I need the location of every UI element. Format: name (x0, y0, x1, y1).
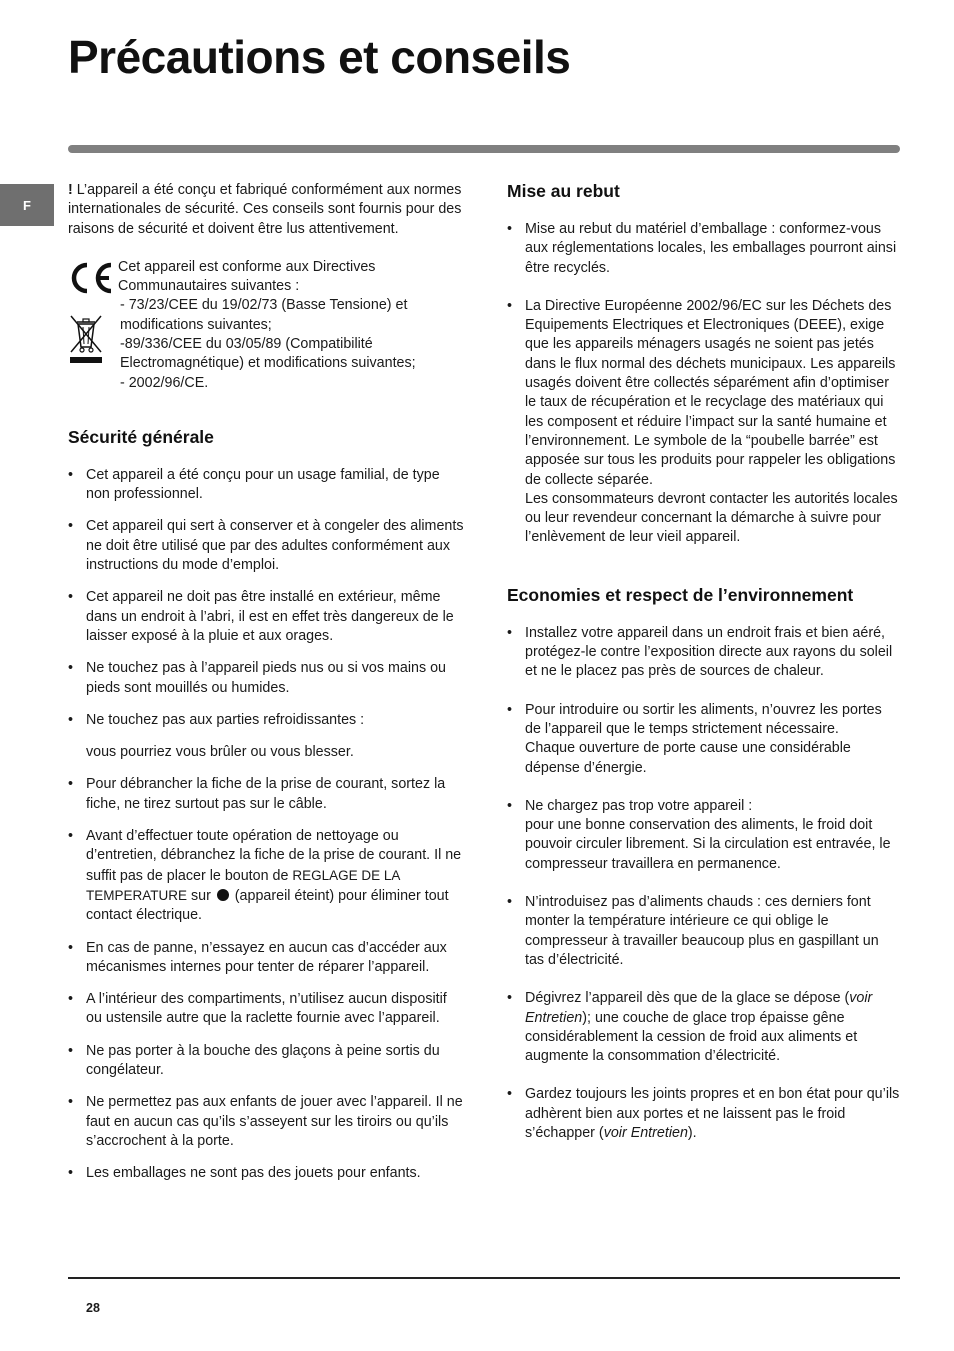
list-item-continuation: Chaque ouverture de porte cause une considérable dépense d’énergie. (525, 740, 851, 776)
list-item-text: Avant d’effectuer toute opération de nettoyage ou d’entretien, débranchez la fiche de la prise de courant. Il ne suffit pas de placer le bouton de (86, 828, 462, 884)
list-item: • Cet appareil qui sert à conserver et à congeler des aliments ne doit être utilisé que par des adultes conformément aux instructions du mode d’emploi. (68, 517, 464, 575)
list-item (68, 711, 464, 763)
list-item-text: ); une couche de glace trop épaisse gêne considérablement la cession de froid aux aliments et augmente la consommation d’électricité. (525, 1009, 858, 1065)
conformity-block (68, 258, 464, 391)
list-item-text: Ne chargez pas trop votre appareil : (525, 797, 753, 814)
crossed-bin-icon (68, 313, 104, 365)
list-item-text: Ne touchez pas aux parties refroidissantes : (86, 711, 365, 728)
list-item (507, 1085, 900, 1143)
list-item-text: Gardez toujours les joints propres et en bon état pour qu’ils adhèrent bien aux portes et ne laissent pas le froid s’échapper ( (525, 1086, 900, 1141)
list-item-continuation: pour une bonne conservation des aliments, le froid doit pouvoir circuler librement. Si la circulation est entravée, le compresseur travaillera en permanence. (525, 817, 891, 872)
list-item: • Ne pas porter à la bouche des glaçons à peine sortis du congélateur. (68, 1042, 464, 1081)
list-item (507, 797, 900, 874)
list-item-subtext: vous pourriez vous brûler ou vous blesser. (86, 744, 354, 761)
left-column (68, 181, 464, 1197)
list-item: • A l’intérieur des compartiments, n’utilisez aucun dispositif ou ustensile autre que la raclette fournie avec l’appareil. (68, 990, 464, 1029)
list-item: • Mise au rebut du matériel d’emballage : conformez-vous aux réglementations locales, les emballages pourront ainsi être recyclés. (507, 220, 900, 278)
section-heading-disposal: Mise au rebut (507, 181, 620, 201)
section-heading-general-safety: Sécurité générale (68, 426, 214, 447)
title-rule (68, 145, 900, 153)
intro-text: L’appareil a été conçu et fabriqué conformément aux normes internationales de sécurité. Ces conseils sont fournis pour des raisons de sécurité et doivent être lus attentivement. (68, 182, 462, 237)
cross-reference: voir Entretien (603, 1124, 688, 1141)
list-item-text: Dégivrez l’appareil dès que de la glace se dépose ( (525, 990, 850, 1007)
footer-rule (68, 1277, 900, 1279)
warning-mark: ! (68, 182, 73, 198)
list-item: • Ne permettez pas aux enfants de jouer avec l’appareil. Il ne faut en aucun cas qu’ils s’asseyent sur les tiroirs ou qu’ils s’accrochent à la porte. (68, 1093, 464, 1151)
conformity-text (120, 258, 464, 393)
conformity-line: Cet appareil est conforme aux Directives Communautaires suivantes : (118, 258, 376, 295)
ce-mark-icon (68, 261, 114, 295)
page-number: 28 (86, 1301, 100, 1315)
list-item: • N’introduisez pas d’aliments chauds : ces derniers font monter la température intérieure ce qui oblige le compresseur à travailler beaucoup plus en gaspillant un tas d’électricité. (507, 893, 900, 970)
section-heading-economy: Economies et respect de l’environnement (507, 584, 854, 605)
list-item: • Cet appareil ne doit pas être installé en extérieur, même dans un endroit à l’abri, il est en effet très dangereux de le laisser exposé à la pluie et aux orages. (68, 588, 464, 646)
list-item (507, 989, 900, 1066)
list-item (507, 297, 900, 548)
list-item-text: sur (187, 887, 215, 904)
filled-circle-icon (217, 889, 229, 901)
list-item-continuation: Les consommateurs devront contacter les autorités locales ou leur revendeur concernant la démarche à suivre pour l’enlèvement de leur vieil appareil. (525, 490, 898, 546)
list-item-text: (appareil éteint) pour éliminer tout contact électrique. (86, 887, 449, 924)
list-item: • Ne touchez pas à l’appareil pieds nus ou si vos mains ou pieds sont mouillés ou humides. (68, 659, 464, 698)
list-item (507, 701, 900, 778)
cross-reference: voir Entretien (525, 990, 873, 1026)
page-title: Précautions et conseils (68, 31, 571, 83)
conformity-line: - 73/23/CEE du 19/02/73 (Basse Tensione) et modifications suivantes; (120, 297, 408, 333)
control-name: REGLAGE DE LA TEMPERATURE (86, 867, 400, 903)
general-safety-list (68, 466, 464, 1184)
list-item: • Installez votre appareil dans un endroit frais et bien aéré, protégez-le contre l’exposition directe aux rayons du soleil et ne le placez pas près de sources de chaleur. (507, 624, 900, 682)
list-item: • Les emballages ne sont pas des jouets pour enfants. (68, 1164, 464, 1183)
list-item-text: La Directive Européenne 2002/96/EC sur les Déchets des Equipements Electriques et Electroniques (DEEE), exige que les appareils ménagers usagés ne soient pas jetés dans le flux normal des déchets municipaux. Les appareils usagés doivent être collectés séparément afin d’optimiser le taux de récupération et le recyclage des matériaux qui les composent et réduire l’impact sur la santé humaine et l’environnement. Le symbole de la “poubelle barrée” est apposée sur tous les produits pour rappeler les obligations de collecte séparée. (525, 297, 896, 488)
list-item: • Cet appareil a été conçu pour un usage familial, de type non professionnel. (68, 466, 464, 505)
list-item: • Pour débrancher la fiche de la prise de courant, sortez la fiche, ne tirez surtout pas sur le câble. (68, 775, 464, 814)
list-item-text: ). (687, 1124, 697, 1141)
conformity-line: - 2002/96/CE. (120, 374, 209, 391)
list-item: • En cas de panne, n’essayez en aucun cas d’accéder aux mécanismes internes pour tenter de réparer l’appareil. (68, 939, 464, 978)
intro-paragraph (68, 181, 464, 239)
economy-list (507, 624, 900, 1144)
conformity-line: -89/336/CEE du 03/05/89 (Compatibilité Electromagnétique) et modifications suivantes; (120, 336, 416, 372)
disposal-list (507, 220, 900, 548)
list-item (68, 827, 464, 925)
language-tab: F (0, 184, 54, 226)
list-item-text: Pour introduire ou sortir les aliments, n’ouvrez les portes de l’appareil que le temps strictement nécessaire. (525, 701, 882, 737)
right-column (507, 181, 900, 1162)
